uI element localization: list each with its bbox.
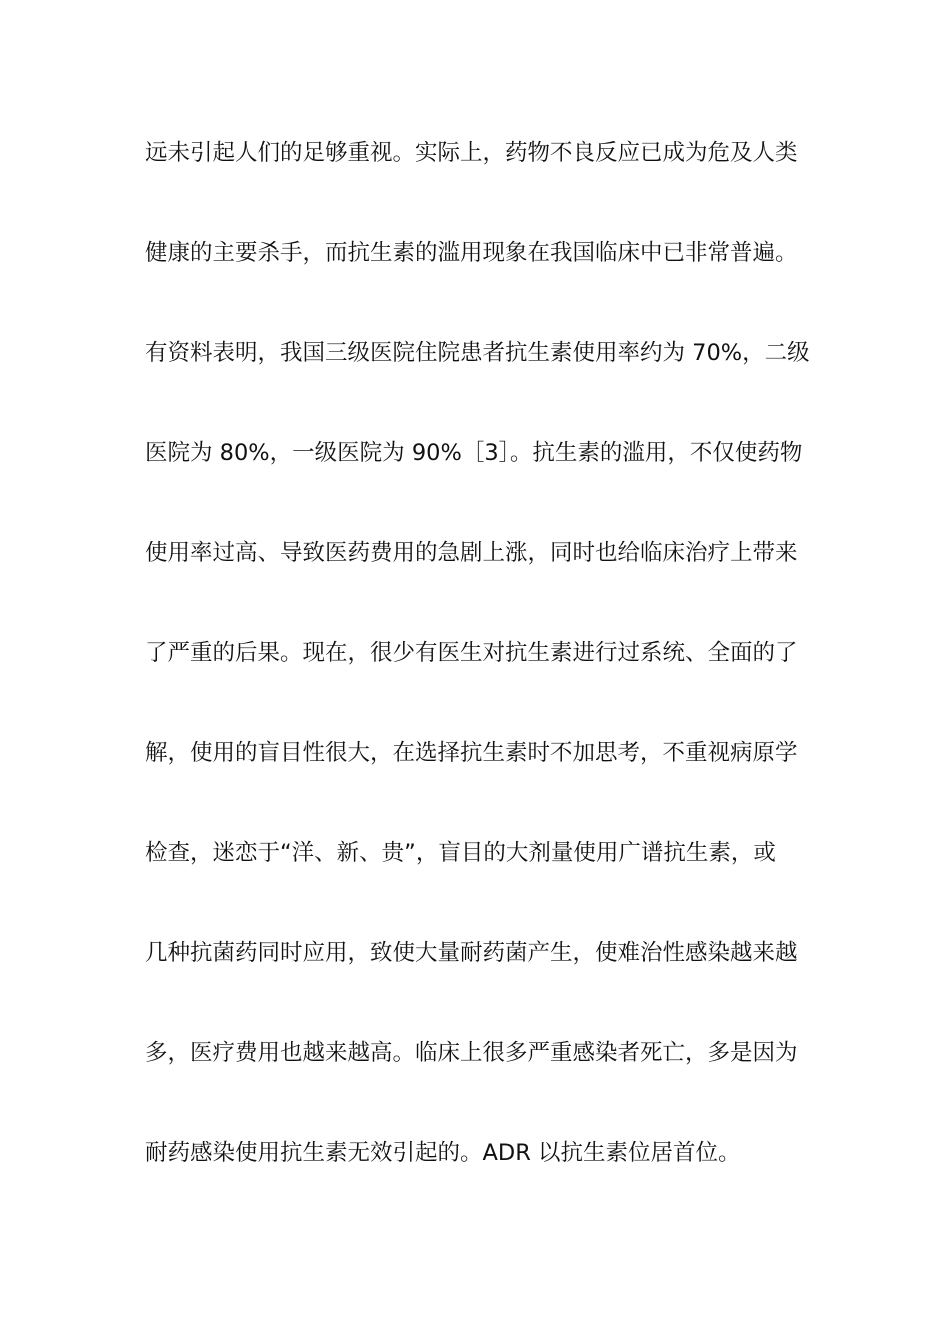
text-line: 解，使用的盲目性很大，在选择抗生素时不加思考，不重视病原学 xyxy=(145,740,798,766)
text-line: 远未引起人们的足够重视。实际上，药物不良反应已成为危及人类 xyxy=(145,140,798,166)
text-line: 使用率过高、导致医药费用的急剧上涨，同时也给临床治疗上带来 xyxy=(145,540,798,566)
body-text xyxy=(145,131,815,1231)
text-line: 检查，迷恋于“洋、新、贵”，盲目的大剂量使用广谱抗生素，或 xyxy=(145,840,776,866)
text-line: 医院为 80%，一级医院为 90%［3］。抗生素的滥用，不仅使药物 xyxy=(145,440,803,466)
text-line: 几种抗菌药同时应用，致使大量耐药菌产生，使难治性感染越来越 xyxy=(145,940,798,966)
text-line: 多，医疗费用也越来越高。临床上很多严重感染者死亡，多是因为 xyxy=(145,1040,798,1066)
text-line: 健康的主要杀手，而抗生素的滥用现象在我国临床中已非常普遍。 xyxy=(145,240,798,266)
text-line: 耐药感染使用抗生素无效引起的。ADR 以抗生素位居首位。 xyxy=(145,1140,741,1166)
text-line: 有资料表明，我国三级医院住院患者抗生素使用率约为 70%，二级 xyxy=(145,340,810,366)
text-line: 了严重的后果。现在，很少有医生对抗生素进行过系统、全面的了 xyxy=(145,640,798,666)
